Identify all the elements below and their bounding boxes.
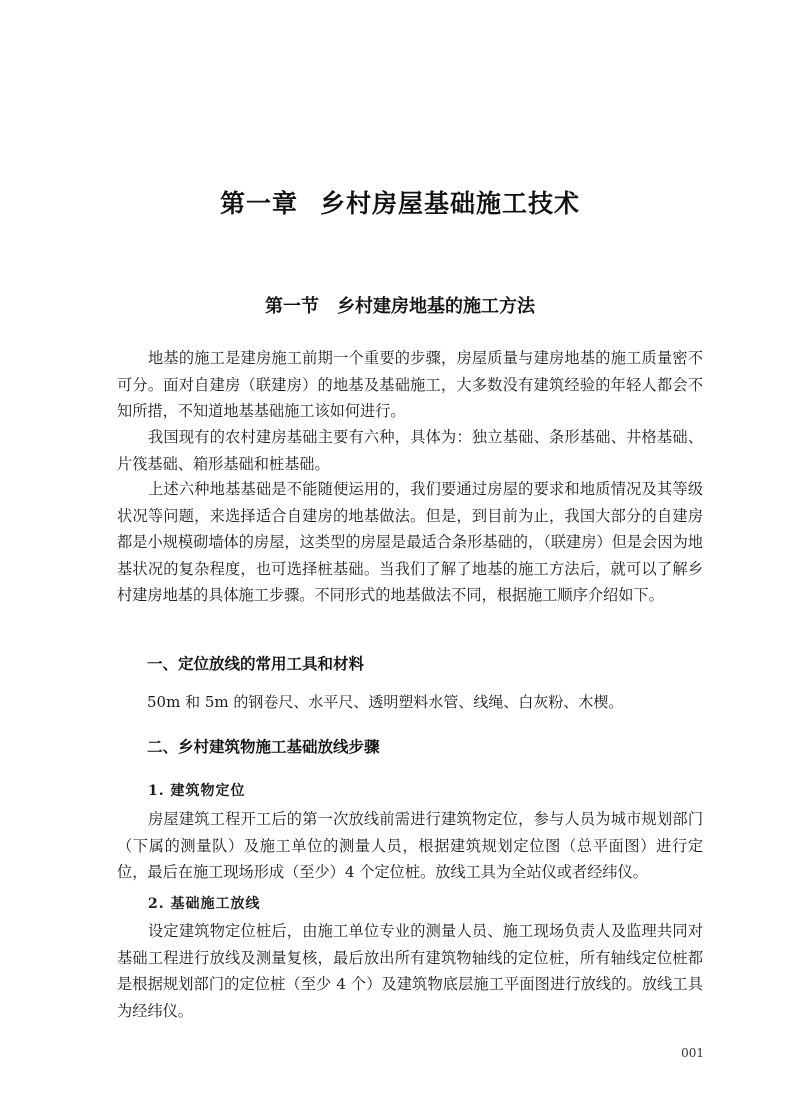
step-1-title: 1. 建筑物定位 [148, 783, 246, 799]
chapter-name: 乡村房屋基础施工技术 [320, 189, 581, 218]
subsection-1-content: 50m 和 5m 的钢卷尺、水平尺、透明塑料水管、线绳、白灰粉、木楔。 [147, 693, 624, 711]
section-label: 第一节 [265, 296, 319, 317]
section-title [0, 292, 800, 318]
intro-paragraph-3: 上述六种地基基础是不能随便运用的，我们要通过房屋的要求和地质情况及其等级状况等问题，来选择适合自建房的地基做法。但是，到目前为止，我国大部分的自建房都是小规模砌墙体的房屋，这类型的房屋是最适合条形基础的，（联建房）但是会因为地基状况的复杂程度，也可选择桩基础。当我们了解了地基的施工方法后，就可以了解乡村建房地基的具体施工步骤。不同形式的地基做法不同，根据施工顺序介绍如下。 [117, 480, 703, 604]
chapter-title [0, 184, 800, 220]
subsection-1-title: 一、定位放线的常用工具和材料 [147, 655, 365, 673]
intro-paragraph-1: 地基的施工是建房施工前期一个重要的步骤，房屋质量与建房地基的施工质量密不可分。面对自建房（联建房）的地基及基础施工，大多数没有建筑经验的年轻人都会不知所措，不知道地基基础施工该如何进行。 [117, 349, 703, 420]
step-2-title: 2. 基础施工放线 [148, 896, 261, 912]
page-number: 001 [681, 1046, 704, 1060]
intro-paragraph-2: 我国现有的农村建房基础主要有六种，具体为：独立基础、条形基础、井格基础、片筏基础、箱形基础和桩基础。 [117, 428, 703, 473]
chapter-label: 第一章 [219, 189, 298, 218]
step-2-paragraph: 设定建筑物定位桩后，由施工单位专业的测量人员、施工现场负责人及监理共同对基础工程进行放线及测量复核，最后放出所有建筑物轴线的定位桩，所有轴线定位桩都是根据规划部门的定位桩（至少 4 个）及建筑物底层施工平面图进行放线的。放线工具为经纬仪。 [117, 922, 703, 1020]
step-1-paragraph: 房屋建筑工程开工后的第一次放线前需进行建筑物定位，参与人员为城市规划部门（下属的测量队）及施工单位的测量人员，根据建筑规划定位图（总平面图）进行定位，最后在施工现场形成（至少）4 个定位桩。放线工具为全站仪或者经纬仪。 [117, 810, 703, 881]
section-name: 乡村建房地基的施工方法 [337, 296, 535, 317]
subsection-2-title: 二、乡村建筑物施工基础放线步骤 [147, 738, 380, 756]
